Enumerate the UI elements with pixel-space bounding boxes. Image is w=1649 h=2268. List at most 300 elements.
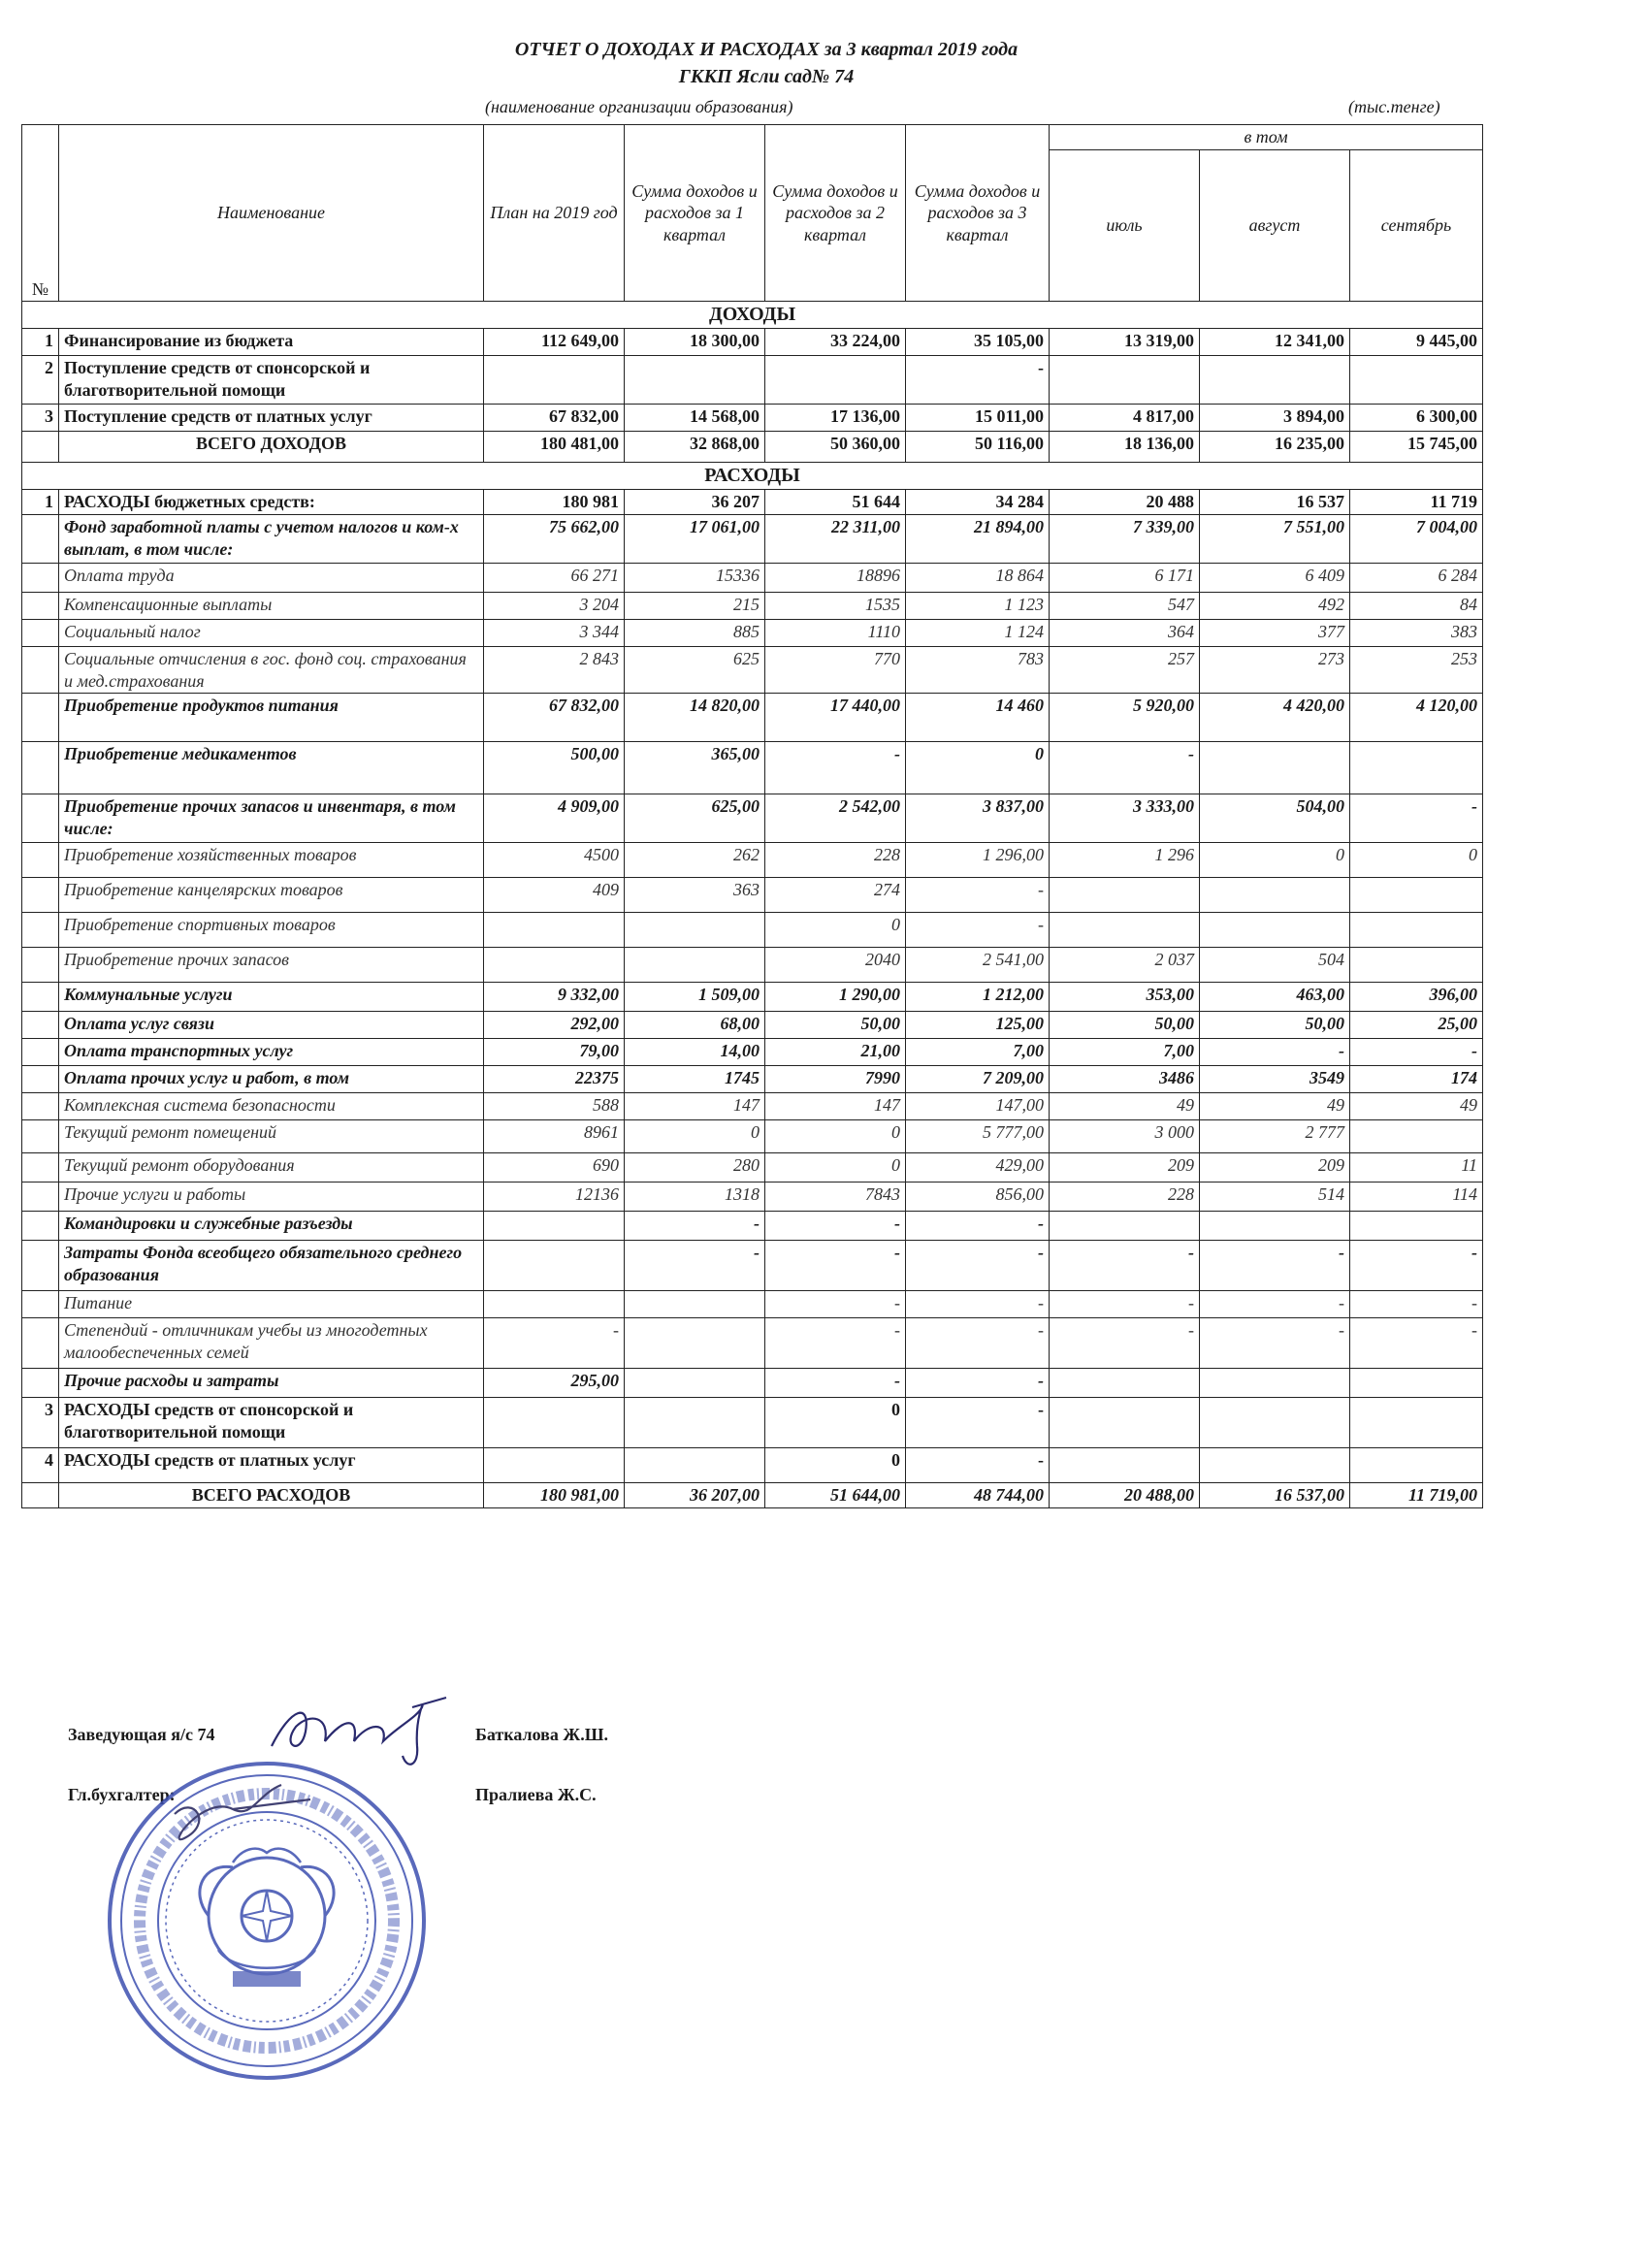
income-section-header-label: ДОХОДЫ [22, 302, 1483, 329]
row-value-1 [484, 356, 625, 405]
table-body [22, 302, 1483, 1508]
row-value-7: 11 719 [1350, 490, 1483, 515]
row-value-1: 180 981,00 [484, 1483, 625, 1508]
row-name: Финансирование из бюджета [59, 329, 484, 356]
row-value-5: 20 488,00 [1050, 1483, 1200, 1508]
expense-row [22, 515, 1483, 564]
row-value-6: 377 [1200, 620, 1350, 647]
row-value-5 [1050, 356, 1200, 405]
row-value-2: 14 820,00 [625, 694, 765, 742]
row-value-5: 18 136,00 [1050, 432, 1200, 463]
row-number [22, 1183, 59, 1212]
expense-section-header-label: РАСХОДЫ [22, 463, 1483, 490]
expense-row [22, 647, 1483, 694]
row-value-1: 588 [484, 1093, 625, 1120]
row-value-7: 253 [1350, 647, 1483, 694]
col-header-month-3: сентябрь [1350, 150, 1483, 302]
row-value-6: 2 777 [1200, 1120, 1350, 1153]
row-value-7: 84 [1350, 593, 1483, 620]
row-value-6: 49 [1200, 1093, 1350, 1120]
row-value-5: - [1050, 1241, 1200, 1291]
row-value-2: 363 [625, 878, 765, 913]
row-value-1: 112 649,00 [484, 329, 625, 356]
row-value-5: 3 000 [1050, 1120, 1200, 1153]
row-value-5: 4 817,00 [1050, 405, 1200, 432]
col-header-group: в том [1050, 125, 1483, 150]
row-number [22, 1120, 59, 1153]
row-value-1: 2 843 [484, 647, 625, 694]
row-value-2: 0 [625, 1120, 765, 1153]
row-value-3: - [765, 1318, 906, 1369]
row-value-5: 1 296 [1050, 843, 1200, 878]
row-value-4: 34 284 [906, 490, 1050, 515]
units-label: (тыс.тенге) [1348, 97, 1440, 116]
row-number [22, 593, 59, 620]
row-value-3: - [765, 1241, 906, 1291]
row-value-7 [1350, 1120, 1483, 1153]
row-value-5: 257 [1050, 647, 1200, 694]
row-value-7: 11 719,00 [1350, 1483, 1483, 1508]
row-value-6 [1200, 1369, 1350, 1398]
income-expense-table [21, 124, 1483, 1508]
row-value-4: - [906, 1369, 1050, 1398]
organization-name: ГККП Ясли сад№ 74 [678, 66, 855, 87]
row-value-6 [1200, 913, 1350, 948]
row-value-4: 35 105,00 [906, 329, 1050, 356]
row-name: Степендий - отличникам учебы из многодетных малообеспеченных семей [59, 1318, 484, 1369]
row-value-2: 14 568,00 [625, 405, 765, 432]
row-value-1: 79,00 [484, 1039, 625, 1066]
row-name: Комплексная система безопасности [59, 1093, 484, 1120]
expense-row [22, 913, 1483, 948]
row-value-2: 262 [625, 843, 765, 878]
row-value-4: - [906, 1318, 1050, 1369]
row-name: Социальный налог [59, 620, 484, 647]
row-value-5 [1050, 1212, 1200, 1241]
row-value-1 [484, 1212, 625, 1241]
expense-row [22, 1369, 1483, 1398]
row-name: Питание [59, 1291, 484, 1318]
row-value-7: 4 120,00 [1350, 694, 1483, 742]
row-value-7: 49 [1350, 1093, 1483, 1120]
row-value-2: - [625, 1212, 765, 1241]
row-value-3: 50,00 [765, 1012, 906, 1039]
row-value-3: - [765, 1369, 906, 1398]
row-value-3: 228 [765, 843, 906, 878]
row-value-5: 7,00 [1050, 1039, 1200, 1066]
row-value-6 [1200, 1448, 1350, 1483]
row-value-5 [1050, 1398, 1200, 1448]
row-value-7: 25,00 [1350, 1012, 1483, 1039]
row-value-7 [1350, 1212, 1483, 1241]
row-value-7: 9 445,00 [1350, 329, 1483, 356]
row-value-2: 280 [625, 1153, 765, 1183]
row-value-7: 174 [1350, 1066, 1483, 1093]
row-value-1 [484, 1241, 625, 1291]
col-header-month-2: август [1200, 150, 1350, 302]
expense-row [22, 490, 1483, 515]
row-value-4: 7 209,00 [906, 1066, 1050, 1093]
row-value-5: 3 333,00 [1050, 794, 1200, 843]
row-value-1 [484, 913, 625, 948]
row-name: Оплата прочих услуг и работ, в том [59, 1066, 484, 1093]
expense-row [22, 742, 1483, 794]
row-name: Прочие расходы и затраты [59, 1369, 484, 1398]
row-value-7 [1350, 948, 1483, 983]
expense-total-row [22, 1483, 1483, 1508]
row-number: 4 [22, 1448, 59, 1483]
row-value-5 [1050, 913, 1200, 948]
row-name: Коммунальные услуги [59, 983, 484, 1012]
row-value-7: 6 300,00 [1350, 405, 1483, 432]
row-value-5: 547 [1050, 593, 1200, 620]
row-value-1: 4 909,00 [484, 794, 625, 843]
row-value-7: 396,00 [1350, 983, 1483, 1012]
row-value-1 [484, 1398, 625, 1448]
row-value-3: 21,00 [765, 1039, 906, 1066]
head-role-label: Заведующая я/с 74 [68, 1725, 215, 1744]
report-title: ОТЧЕТ О ДОХОДАХ И РАСХОДАХ за 3 квартал 2019 года [514, 39, 1018, 60]
row-value-6: 273 [1200, 647, 1350, 694]
row-value-4: 1 123 [906, 593, 1050, 620]
row-name: Приобретение канцелярских товаров [59, 878, 484, 913]
expense-row [22, 878, 1483, 913]
row-number [22, 1039, 59, 1066]
row-value-7: 6 284 [1350, 564, 1483, 593]
row-value-1: 75 662,00 [484, 515, 625, 564]
row-name: Текущий ремонт оборудования [59, 1153, 484, 1183]
row-name: Поступление средств от спонсорской и благотворительной помощи [59, 356, 484, 405]
expense-row [22, 948, 1483, 983]
row-value-2 [625, 948, 765, 983]
row-value-6: 504,00 [1200, 794, 1350, 843]
row-name: ВСЕГО ДОХОДОВ [59, 432, 484, 463]
income-row [22, 405, 1483, 432]
row-value-7: 114 [1350, 1183, 1483, 1212]
col-header-q2: Сумма доходов и расходов за 2 квартал [765, 125, 906, 302]
row-value-2 [625, 356, 765, 405]
row-value-3: 33 224,00 [765, 329, 906, 356]
row-value-2 [625, 913, 765, 948]
row-value-6: 50,00 [1200, 1012, 1350, 1039]
row-value-2 [625, 1369, 765, 1398]
row-value-3: 18896 [765, 564, 906, 593]
row-value-5: 6 171 [1050, 564, 1200, 593]
row-value-4: 147,00 [906, 1093, 1050, 1120]
row-value-4: 7,00 [906, 1039, 1050, 1066]
row-value-5: 353,00 [1050, 983, 1200, 1012]
row-value-5 [1050, 1369, 1200, 1398]
row-name: Оплата транспортных услуг [59, 1039, 484, 1066]
row-number [22, 647, 59, 694]
table-header-row [22, 125, 1483, 150]
expense-row [22, 620, 1483, 647]
row-value-3: 1535 [765, 593, 906, 620]
row-value-6: 16 537,00 [1200, 1483, 1350, 1508]
expense-row [22, 843, 1483, 878]
row-value-7: - [1350, 1241, 1483, 1291]
row-value-3: 0 [765, 1448, 906, 1483]
row-value-4: 125,00 [906, 1012, 1050, 1039]
row-value-3: 274 [765, 878, 906, 913]
row-value-3: 0 [765, 1153, 906, 1183]
row-value-7: 11 [1350, 1153, 1483, 1183]
row-value-3 [765, 356, 906, 405]
row-value-7: - [1350, 1291, 1483, 1318]
row-value-3: 1110 [765, 620, 906, 647]
row-value-7 [1350, 742, 1483, 794]
col-header-name: Наименование [59, 125, 484, 302]
row-name: Социальные отчисления в гос. фонд соц. страхования и мед.страхования [59, 647, 484, 694]
income-row [22, 329, 1483, 356]
row-value-1: 295,00 [484, 1369, 625, 1398]
row-value-1: 3 344 [484, 620, 625, 647]
row-number: 3 [22, 1398, 59, 1448]
col-header-month-1: июль [1050, 150, 1200, 302]
row-value-4: - [906, 1398, 1050, 1448]
row-value-4: 5 777,00 [906, 1120, 1050, 1153]
row-value-6: 504 [1200, 948, 1350, 983]
row-value-7: - [1350, 1318, 1483, 1369]
row-number [22, 878, 59, 913]
expense-row [22, 1448, 1483, 1483]
row-value-6: - [1200, 1241, 1350, 1291]
official-stamp [87, 1756, 446, 2086]
row-value-1 [484, 1448, 625, 1483]
expense-row [22, 564, 1483, 593]
row-name: Приобретение хозяйственных товаров [59, 843, 484, 878]
row-value-2: 18 300,00 [625, 329, 765, 356]
row-value-6: 12 341,00 [1200, 329, 1350, 356]
row-value-7: 7 004,00 [1350, 515, 1483, 564]
col-header-number: № [22, 125, 59, 302]
row-value-5: 7 339,00 [1050, 515, 1200, 564]
expense-row [22, 593, 1483, 620]
row-value-1: 180 981 [484, 490, 625, 515]
row-value-3: 770 [765, 647, 906, 694]
row-value-6 [1200, 878, 1350, 913]
row-value-5: - [1050, 1318, 1200, 1369]
row-value-5: 13 319,00 [1050, 329, 1200, 356]
row-number: 2 [22, 356, 59, 405]
row-value-7: 0 [1350, 843, 1483, 878]
row-value-5: 50,00 [1050, 1012, 1200, 1039]
row-value-4: 783 [906, 647, 1050, 694]
row-value-2: 1745 [625, 1066, 765, 1093]
row-value-6: 0 [1200, 843, 1350, 878]
row-name: Прочие услуги и работы [59, 1183, 484, 1212]
row-value-3: 7843 [765, 1183, 906, 1212]
row-value-3: - [765, 1291, 906, 1318]
row-value-4: - [906, 356, 1050, 405]
row-value-1: 67 832,00 [484, 694, 625, 742]
accountant-name-label: Пралиева Ж.С. [475, 1785, 597, 1804]
row-number [22, 742, 59, 794]
expense-row [22, 1066, 1483, 1093]
row-value-6: - [1200, 1039, 1350, 1066]
row-value-6: 16 537 [1200, 490, 1350, 515]
expense-row [22, 1183, 1483, 1212]
row-value-4: 14 460 [906, 694, 1050, 742]
row-value-1: 67 832,00 [484, 405, 625, 432]
row-value-4: 0 [906, 742, 1050, 794]
row-value-2: 215 [625, 593, 765, 620]
row-value-1: 292,00 [484, 1012, 625, 1039]
row-value-6: - [1200, 1291, 1350, 1318]
row-value-6: 3 894,00 [1200, 405, 1350, 432]
row-value-1 [484, 948, 625, 983]
row-name: Приобретение прочих запасов [59, 948, 484, 983]
row-number [22, 432, 59, 463]
row-name: Оплата услуг связи [59, 1012, 484, 1039]
col-header-plan: План на 2019 год [484, 125, 625, 302]
row-value-5: 364 [1050, 620, 1200, 647]
accountant-role-label: Гл.бухгалтер: [68, 1785, 176, 1804]
row-value-5: 49 [1050, 1093, 1200, 1120]
row-value-4: 1 296,00 [906, 843, 1050, 878]
row-value-6: 4 420,00 [1200, 694, 1350, 742]
expense-row [22, 1291, 1483, 1318]
row-value-3: 51 644 [765, 490, 906, 515]
row-name: РАСХОДЫ бюджетных средств: [59, 490, 484, 515]
row-value-4: 18 864 [906, 564, 1050, 593]
row-value-3: 2 542,00 [765, 794, 906, 843]
row-value-4: 21 894,00 [906, 515, 1050, 564]
expense-row [22, 1153, 1483, 1183]
organization-caption: (наименование организации образования) [485, 97, 793, 116]
row-number [22, 983, 59, 1012]
row-name: Компенсационные выплаты [59, 593, 484, 620]
row-value-3: 2040 [765, 948, 906, 983]
row-value-4: - [906, 878, 1050, 913]
row-value-1: 690 [484, 1153, 625, 1183]
row-value-2: 625 [625, 647, 765, 694]
row-number [22, 1369, 59, 1398]
row-value-2: 32 868,00 [625, 432, 765, 463]
expense-row [22, 694, 1483, 742]
row-number: 1 [22, 490, 59, 515]
row-number [22, 948, 59, 983]
row-number [22, 694, 59, 742]
row-value-5: 3486 [1050, 1066, 1200, 1093]
row-number [22, 1066, 59, 1093]
row-number [22, 564, 59, 593]
row-value-3: 7990 [765, 1066, 906, 1093]
row-value-6: 463,00 [1200, 983, 1350, 1012]
expense-row [22, 1212, 1483, 1241]
row-value-4: 15 011,00 [906, 405, 1050, 432]
row-value-4: - [906, 1212, 1050, 1241]
row-name: РАСХОДЫ средств от спонсорской и благотворительной помощи [59, 1398, 484, 1448]
row-value-7 [1350, 356, 1483, 405]
row-name: Поступление средств от платных услуг [59, 405, 484, 432]
row-value-2: 68,00 [625, 1012, 765, 1039]
row-number [22, 620, 59, 647]
row-value-7: 15 745,00 [1350, 432, 1483, 463]
row-name: Приобретение медикаментов [59, 742, 484, 794]
expense-row [22, 1039, 1483, 1066]
row-value-5 [1050, 1448, 1200, 1483]
col-header-q3: Сумма доходов и расходов за 3 квартал [906, 125, 1050, 302]
row-value-4: 1 212,00 [906, 983, 1050, 1012]
row-value-6: 3549 [1200, 1066, 1350, 1093]
row-value-6: 6 409 [1200, 564, 1350, 593]
row-value-3: 22 311,00 [765, 515, 906, 564]
expense-section-header [22, 463, 1483, 490]
row-value-2: 885 [625, 620, 765, 647]
expense-row [22, 1093, 1483, 1120]
row-value-5: 209 [1050, 1153, 1200, 1183]
income-row [22, 356, 1483, 405]
row-value-2: 17 061,00 [625, 515, 765, 564]
row-value-4: 50 116,00 [906, 432, 1050, 463]
row-value-3: 0 [765, 1120, 906, 1153]
row-value-1: - [484, 1318, 625, 1369]
row-number [22, 1483, 59, 1508]
row-value-7: - [1350, 1039, 1483, 1066]
row-value-2 [625, 1291, 765, 1318]
row-number [22, 843, 59, 878]
row-value-5: 2 037 [1050, 948, 1200, 983]
row-value-1: 500,00 [484, 742, 625, 794]
row-value-3: 0 [765, 1398, 906, 1448]
row-value-5: - [1050, 742, 1200, 794]
expense-row [22, 1241, 1483, 1291]
row-name: Текущий ремонт помещений [59, 1120, 484, 1153]
row-number [22, 913, 59, 948]
expense-row [22, 1012, 1483, 1039]
row-value-1: 8961 [484, 1120, 625, 1153]
row-value-5: 5 920,00 [1050, 694, 1200, 742]
row-value-5: 20 488 [1050, 490, 1200, 515]
row-value-4: 2 541,00 [906, 948, 1050, 983]
row-name: ВСЕГО РАСХОДОВ [59, 1483, 484, 1508]
row-name: Оплата труда [59, 564, 484, 593]
row-value-5 [1050, 878, 1200, 913]
row-number [22, 1153, 59, 1183]
row-value-4: - [906, 1448, 1050, 1483]
income-section-header [22, 302, 1483, 329]
row-value-2 [625, 1398, 765, 1448]
row-value-6: 7 551,00 [1200, 515, 1350, 564]
row-value-5: - [1050, 1291, 1200, 1318]
row-value-2: 14,00 [625, 1039, 765, 1066]
row-value-1: 12136 [484, 1183, 625, 1212]
row-value-2: 365,00 [625, 742, 765, 794]
row-value-2: 36 207,00 [625, 1483, 765, 1508]
row-value-3: - [765, 742, 906, 794]
head-name-label: Баткалова Ж.Ш. [475, 1725, 608, 1744]
row-value-3: 0 [765, 913, 906, 948]
row-value-3: 17 136,00 [765, 405, 906, 432]
row-value-3: 50 360,00 [765, 432, 906, 463]
row-value-3: 1 290,00 [765, 983, 906, 1012]
row-value-7 [1350, 1398, 1483, 1448]
row-value-1: 409 [484, 878, 625, 913]
row-value-4: 48 744,00 [906, 1483, 1050, 1508]
row-value-2: 1318 [625, 1183, 765, 1212]
row-value-2: 15336 [625, 564, 765, 593]
row-number [22, 1241, 59, 1291]
row-value-2: 36 207 [625, 490, 765, 515]
row-value-7 [1350, 913, 1483, 948]
row-value-4: - [906, 1241, 1050, 1291]
row-value-7: - [1350, 794, 1483, 843]
row-value-1: 180 481,00 [484, 432, 625, 463]
row-value-1: 66 271 [484, 564, 625, 593]
row-value-1: 9 332,00 [484, 983, 625, 1012]
row-value-1 [484, 1291, 625, 1318]
